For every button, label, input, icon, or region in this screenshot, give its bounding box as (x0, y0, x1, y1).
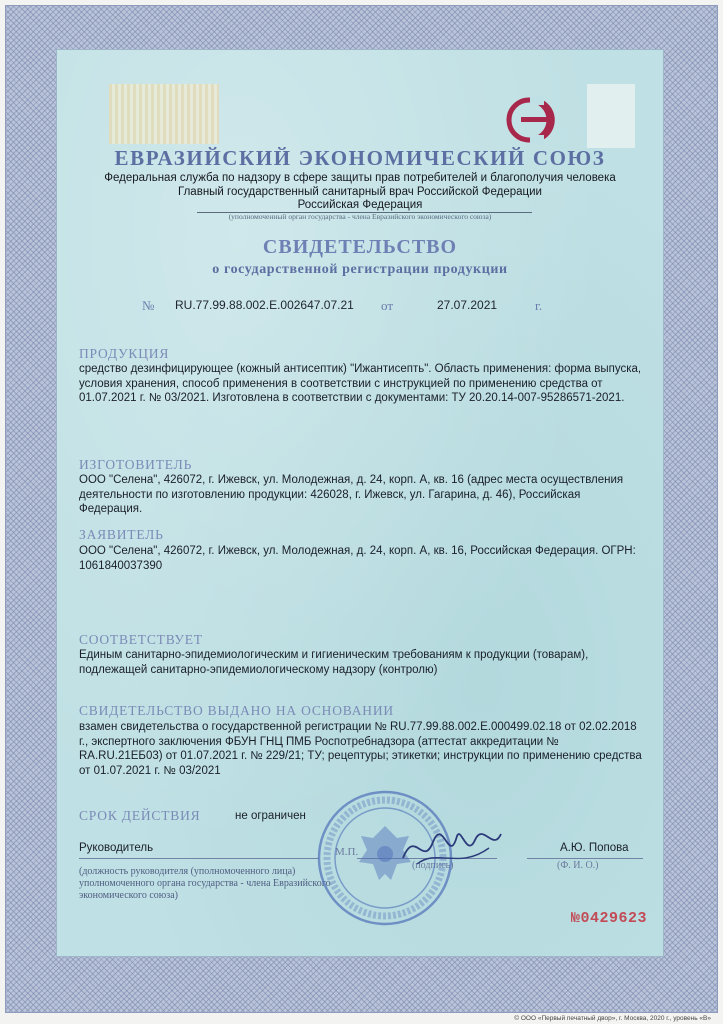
role-line (79, 858, 319, 859)
fio-caption: (Ф. И. О.) (557, 860, 599, 871)
name-line (527, 858, 643, 859)
manufacturer-text: ООО "Селена", 426072, г. Ижевск, ул. Молодежная, д. 24, корп. А, кв. 16 (адрес места осуществления деятельности по изготовлению продукции: 426028, г. Ижевск, ул. Гагарина, д. 46), Российская Федерация. (79, 474, 624, 515)
applicant-text: ООО "Селена", 426072, г. Ижевск, ул. Молодежная, д. 24, корп. А, кв. 16, Российская Федерация. ОГРН: 1061840037390 (79, 545, 636, 572)
document-subtitle: о государственной регистрации продукции (212, 262, 508, 277)
security-patch (587, 84, 635, 148)
seal-place-label: М.П. (335, 846, 359, 858)
basis-text: взамен свидетельства о государственной регистрации № RU.77.99.88.002.Е.000499.02.18 от 02.02.2018 г., экспертного заключения ФБУН ГНЦ ПМБ Роспотребнадзора (аттестат аккредитации № RA.RU.21ЕБ03) от 01.07.2021 г. № 229/21; ТУ; рецептуры; этикетки; инструкции по применению средства от 01.07.2021 г. № 03/2021 (79, 721, 642, 777)
registration-date: 27.07.2021 (437, 298, 498, 312)
manufacturer-heading: ИЗГОТОВИТЕЛЬ (79, 457, 193, 472)
union-title: ЕВРАЗИЙСКИЙ ЭКОНОМИЧЕСКИЙ СОЮЗ (114, 146, 606, 170)
registration-number: RU.77.99.88.002.Е.002647.07.21 (175, 298, 354, 312)
validity-heading: СРОК ДЕЙСТВИЯ (79, 808, 201, 823)
position-caption: (должность руководителя (уполномоченного лица) уполномоченного органа государства - члена Евразийского экономического союза) (79, 866, 331, 901)
year-suffix: г. (535, 298, 543, 313)
authority-caption: (уполномоченный орган государства - члена Евразийского экономического союза) (228, 212, 492, 221)
chief-doctor-line: Главный государственный санитарный врач Российской Федерации (178, 186, 542, 198)
hologram-strip (109, 84, 219, 144)
certificate-panel (57, 50, 663, 956)
product-heading: ПРОДУКЦИЯ (79, 346, 170, 361)
applicant-heading: ЗАЯВИТЕЛЬ (79, 527, 164, 542)
country-line: Российская Федерация (297, 199, 423, 211)
conformity-text: Единым санитарно-эпидемиологическим и гигиеническим требованиям к продукции (товарам), подлежащей санитарно-эпидемиологическому надзору (контролю) (79, 649, 589, 676)
basis-heading: СВИДЕТЕЛЬСТВО ВЫДАНО НА ОСНОВАНИИ (79, 703, 394, 718)
signatory-name: А.Ю. Попова (560, 842, 629, 854)
registration-row (57, 298, 663, 318)
signature-caption: (подпись) (412, 860, 454, 871)
date-label: от (381, 298, 394, 313)
sanitary-logo-icon (497, 90, 577, 150)
agency-name: Федеральная служба по надзору в сфере защиты прав потребителей и благополучия человека (104, 172, 616, 184)
document-title: СВИДЕТЕЛЬСТВО (262, 236, 458, 258)
signatory-role: Руководитель (79, 842, 154, 854)
number-label: № (142, 298, 155, 313)
conformity-heading: СООТВЕТСТВУЕТ (79, 632, 203, 647)
printer-footer: © ООО «Первый печатный двор», г. Москва, 2020 г., уровень «В» (514, 1015, 711, 1022)
validity-value: не ограничен (235, 810, 306, 822)
handwritten-signature-icon (397, 818, 507, 878)
serial-number: №0429623 (570, 910, 647, 927)
product-text: средство дезинфицирующее (кожный антисептик) "Ижантисепть". Область применения: форма выпуска, условия хранения, способ применения в соответствии с инструкцией по применению средства от 01.07.2021 г. № 03/2021. Изготовлена в соответствии с документами: ТУ 20.20.14-007-95286571-2021. (79, 363, 642, 404)
